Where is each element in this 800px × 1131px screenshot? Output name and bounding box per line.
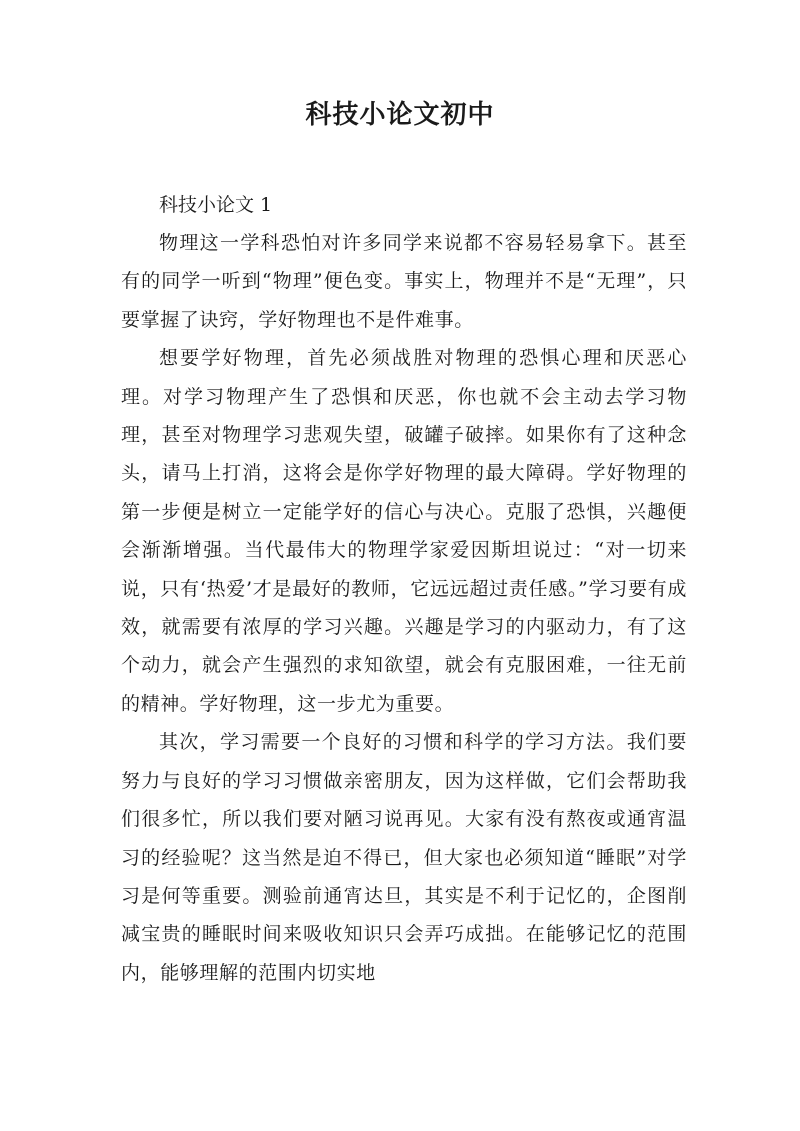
paragraph-1: 物理这一学科恐怕对许多同学来说都不容易轻易拿下。甚至有的同学一听到“物理”便色变。事实上，物理并不是“无理”，只要掌握了诀窍，学好物理也不是件难事。 — [121, 232, 687, 331]
document-body — [121, 186, 687, 992]
paragraph-2: 想要学好物理，首先必须战胜对物理的恐惧心理和厌恶心理。对学习物理产生了恐惧和厌恶，你也就不会主动去学习物理，甚至对物理学习悲观失望，破罐子破摔。如果你有了这种念头，请马上打消，这将会是你学好物理的最大障碍。学好物理的第一步便是树立一定能学好的信心与决心。克服了恐惧，兴趣便会渐渐增强。当代最伟大的物理学家爱因斯坦说过：“对一切来说，只有‘热爱’才是最好的教师，它远远超过责任感。”学习要有成效，就需要有浓厚的学习兴趣。兴趣是学习的内驱动力，有了这个动力，就会产生强烈的求知欲望，就会有克服困难，一往无前的精神。学好物理，这一步尤为重要。 — [121, 347, 687, 715]
section-subtitle: 科技小论文 1 — [159, 194, 273, 216]
document-title: 科技小论文初中 — [305, 100, 495, 130]
paragraph-3: 其次，学习需要一个良好的习惯和科学的学习方法。我们要努力与良好的学习习惯做亲密朋友，因为这样做，它们会帮助我们很多忙，所以我们要对陋习说再见。大家有没有熬夜或通宵温习的经验呢？这当然是迫不得已，但大家也必须知道“睡眠”对学习是何等重要。测验前通宵达旦，其实是不利于记忆的，企图削减宝贵的睡眠时间来吸收知识只会弄巧成拙。在能够记忆的范围内，能够理解的范围内切实地 — [121, 731, 687, 984]
